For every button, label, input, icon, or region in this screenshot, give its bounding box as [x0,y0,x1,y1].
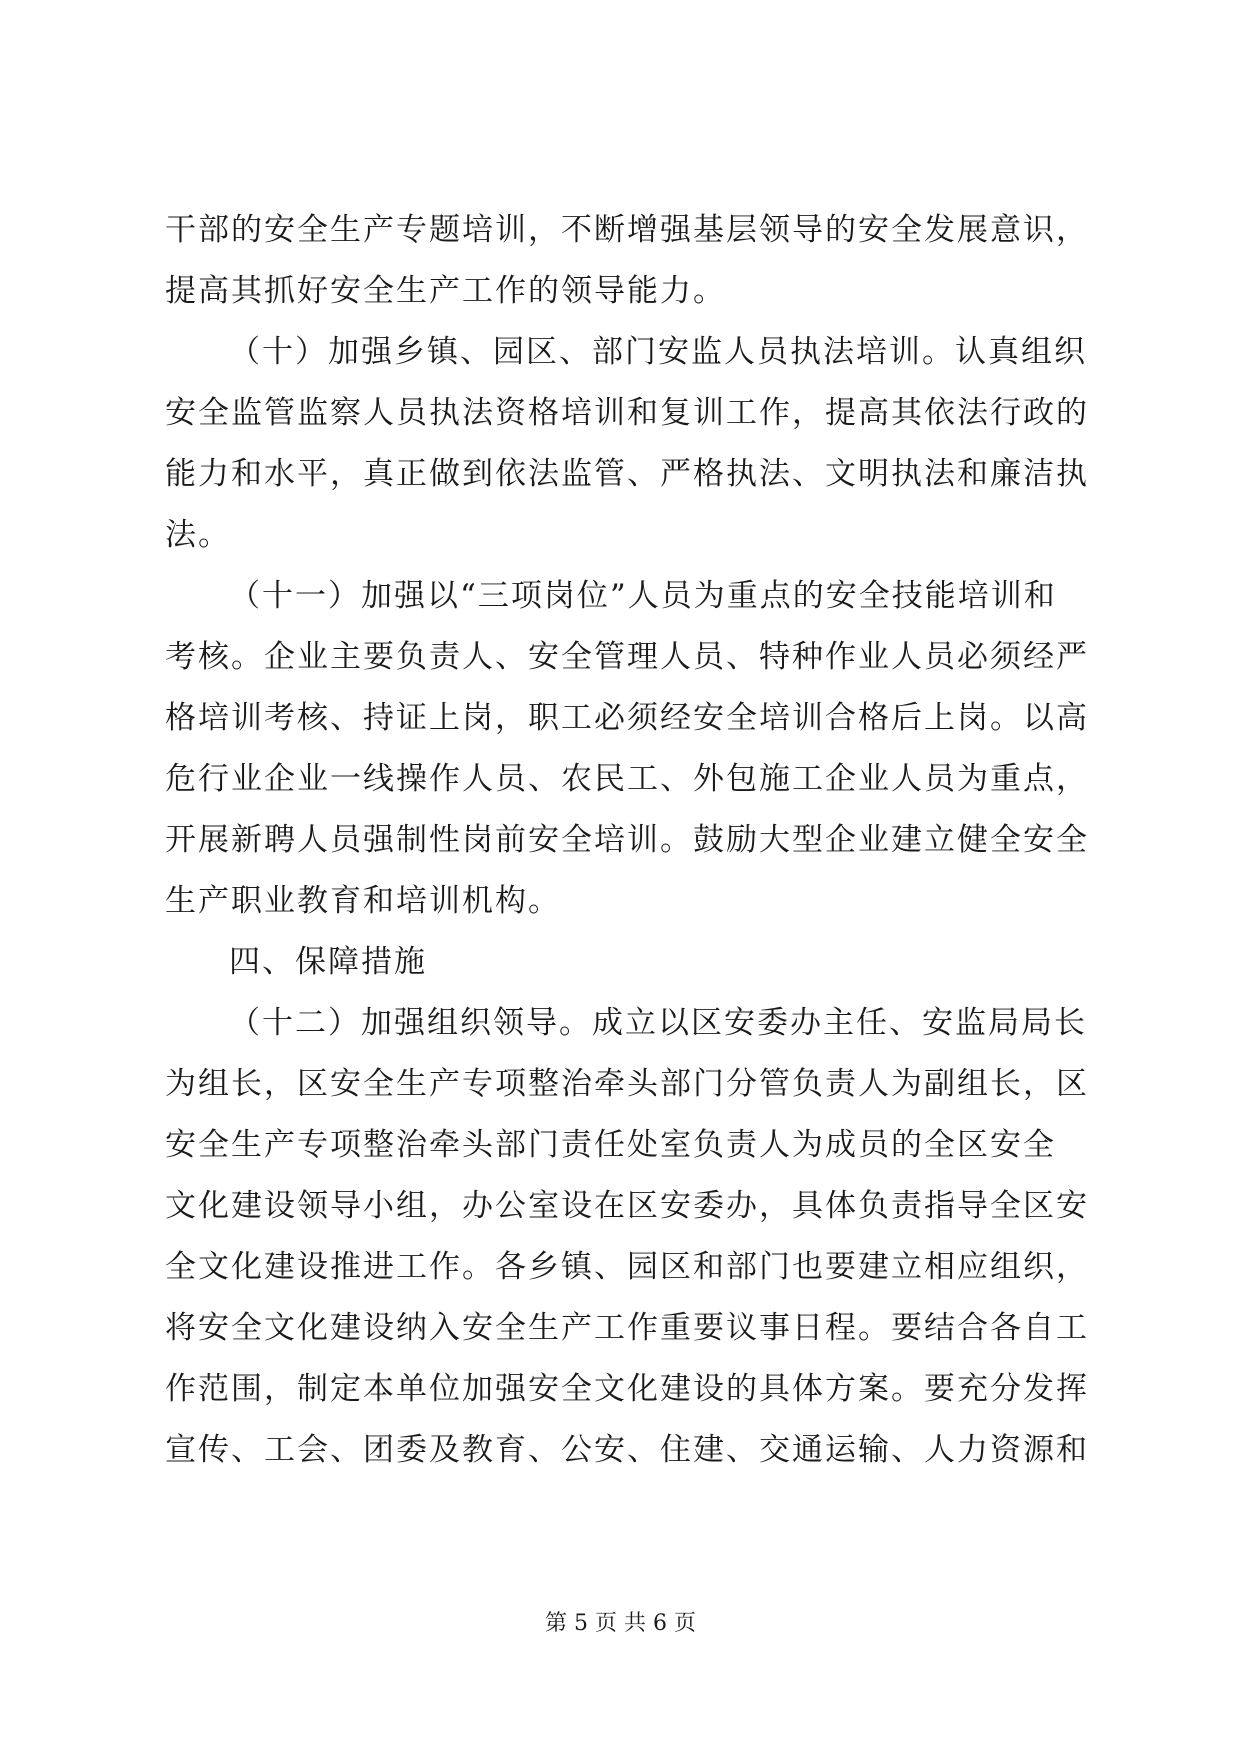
text-line: 考核。企业主要负责人、安全管理人员、特种作业人员必须经严 [165,639,1089,675]
text-line: 安全监管监察人员执法资格培训和复训工作，提高其依法行政的 [165,395,1089,431]
text-line: （十）加强乡镇、园区、部门安监人员执法培训。认真组织 [229,334,1087,370]
text-line: （十一）加强以“三项岗位”人员为重点的安全技能培训和 [229,578,1057,614]
text-line: 宣传、工会、团委及教育、公安、住建、交通运输、人力资源和 [165,1432,1089,1468]
text-line: 格培训考核、持证上岗，职工必须经安全培训合格后上岗。以高 [165,700,1089,736]
text-line: 法。 [165,517,231,553]
text-line: 开展新聘人员强制性岗前安全培训。鼓励大型企业建立健全安全 [165,822,1089,858]
text-line: 全文化建设推进工作。各乡镇、园区和部门也要建立相应组织， [165,1249,1089,1285]
text-line: 能力和水平，真正做到依法监管、严格执法、文明执法和廉洁执 [165,456,1089,492]
text-line: 文化建设领导小组，办公室设在区安委办，具体负责指导全区安 [165,1188,1089,1224]
text-line: 四、保障措施 [229,944,427,980]
text-line: 生产职业教育和培训机构。 [165,883,561,919]
text-line: 将安全文化建设纳入安全生产工作重要议事日程。要结合各自工 [165,1310,1089,1346]
text-line: 提高其抓好安全生产工作的领导能力。 [165,273,726,309]
text-line: 干部的安全生产专题培训，不断增强基层领导的安全发展意识， [165,212,1089,248]
text-line: 危行业企业一线操作人员、农民工、外包施工企业人员为重点， [165,761,1089,797]
text-line: 作范围，制定本单位加强安全文化建设的具体方案。要充分发挥 [165,1371,1089,1407]
document-body [165,200,1089,1481]
text-line: 安全生产专项整治牵头部门责任处室负责人为成员的全区安全 [165,1127,1056,1163]
page-number-footer: 第 5 页 共 6 页 [545,1611,696,1636]
text-line: 为组长，区安全生产专项整治牵头部门分管负责人为副组长，区 [165,1066,1089,1102]
text-line: （十二）加强组织领导。成立以区安委办主任、安监局局长 [229,1005,1087,1041]
